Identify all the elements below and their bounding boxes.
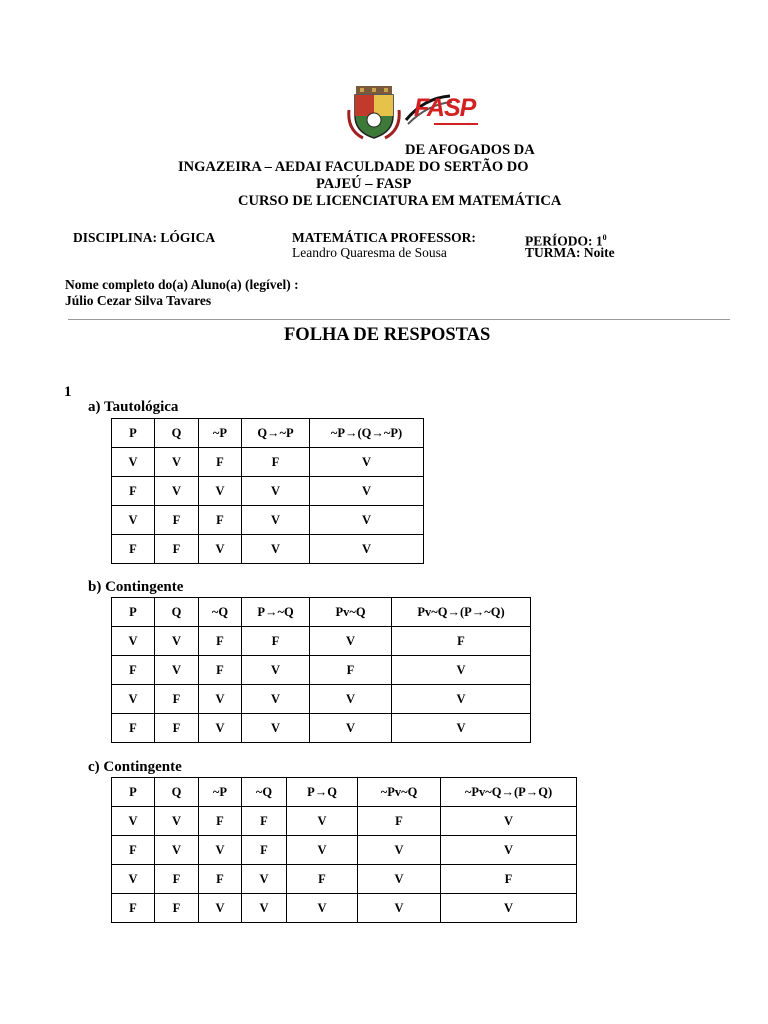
table-cell: V	[155, 807, 199, 836]
table-cell: V	[242, 685, 310, 714]
table-cell: V	[112, 865, 155, 894]
table-row	[112, 685, 531, 714]
table-cell: F	[155, 535, 199, 564]
table-header-cell: Q	[155, 778, 199, 807]
table-cell: F	[310, 656, 392, 685]
table-header-cell: Pv~Q	[310, 598, 392, 627]
table-cell: F	[155, 714, 199, 743]
table-cell: F	[392, 627, 531, 656]
table-cell: V	[287, 894, 358, 923]
table-cell: V	[155, 627, 199, 656]
table-cell: V	[358, 865, 441, 894]
table-header-cell: Pv~Q→(P→~Q)	[392, 598, 531, 627]
part-b-label: b) Contingente	[88, 579, 184, 595]
table-cell: V	[199, 685, 242, 714]
fasp-logo-text: FASP	[414, 94, 476, 122]
fasp-logo	[404, 94, 482, 128]
table-cell: F	[112, 714, 155, 743]
table-header-cell: P→~Q	[242, 598, 310, 627]
table-cell: V	[155, 656, 199, 685]
table-cell: V	[242, 865, 287, 894]
table-cell: F	[112, 836, 155, 865]
table-header-cell: ~P→(Q→~P)	[310, 419, 424, 448]
table-cell: F	[112, 656, 155, 685]
table-cell: V	[441, 894, 577, 923]
table-header-cell: P	[112, 598, 155, 627]
table-cell: V	[287, 836, 358, 865]
table-cell: V	[242, 656, 310, 685]
periodo-text: PERÍODO: 1	[525, 233, 603, 249]
table-cell: V	[310, 685, 392, 714]
header-line-1: DE AFOGADOS DA	[405, 142, 535, 158]
table-cell: F	[199, 865, 242, 894]
table-cell: V	[358, 836, 441, 865]
table-cell: V	[242, 714, 310, 743]
periodo-superscript: 0	[602, 233, 607, 242]
table-header-cell: ~Q	[199, 598, 242, 627]
table-cell: V	[155, 477, 199, 506]
municipal-coat-of-arms-logo	[347, 86, 401, 140]
table-header-row	[112, 778, 577, 807]
table-cell: V	[310, 535, 424, 564]
student-name-label: Nome completo do(a) Aluno(a) (legível) :	[65, 277, 299, 292]
table-cell: V	[392, 685, 531, 714]
table-cell: F	[155, 506, 199, 535]
table-cell: V	[199, 894, 242, 923]
table-cell: F	[358, 807, 441, 836]
table-cell: V	[199, 714, 242, 743]
table-row	[112, 477, 424, 506]
table-header-cell: ~Pv~Q→(P→Q)	[441, 778, 577, 807]
header-line-4: CURSO DE LICENCIATURA EM MATEMÁTICA	[238, 193, 562, 209]
horizontal-divider	[68, 319, 730, 320]
table-row	[112, 535, 424, 564]
table-cell: V	[112, 685, 155, 714]
table-cell: V	[242, 506, 310, 535]
table-row	[112, 865, 577, 894]
truth-table-c	[111, 777, 577, 923]
table-row	[112, 714, 531, 743]
table-header-cell: Q	[155, 598, 199, 627]
table-cell: F	[199, 448, 242, 477]
part-c-label: c) Contingente	[88, 759, 182, 775]
table-cell: F	[155, 865, 199, 894]
table-cell: V	[310, 506, 424, 535]
professor-name: Leandro Quaresma de Sousa	[292, 245, 447, 260]
table-cell: V	[242, 477, 310, 506]
table-cell: V	[392, 714, 531, 743]
table-header-cell: Q→~P	[242, 419, 310, 448]
table-cell: F	[199, 627, 242, 656]
table-header-cell: P	[112, 778, 155, 807]
table-cell: V	[441, 807, 577, 836]
table-cell: V	[199, 535, 242, 564]
table-row	[112, 448, 424, 477]
table-header-row	[112, 598, 531, 627]
table-cell: V	[199, 477, 242, 506]
question-number: 1	[64, 384, 72, 400]
header-line-3: PAJEÚ – FASP	[316, 176, 412, 192]
part-a-label: a) Tautológica	[88, 399, 179, 415]
table-cell: F	[287, 865, 358, 894]
table-row	[112, 807, 577, 836]
table-cell: F	[242, 448, 310, 477]
table-cell: F	[199, 656, 242, 685]
truth-table-a	[111, 418, 424, 564]
table-header-row	[112, 419, 424, 448]
table-header-cell: ~P	[199, 778, 242, 807]
turma-label: TURMA: Noite	[525, 245, 615, 260]
table-cell: V	[441, 836, 577, 865]
table-header-cell: ~Q	[242, 778, 287, 807]
table-header-cell: ~Pv~Q	[358, 778, 441, 807]
table-row	[112, 627, 531, 656]
professor-label: MATEMÁTICA PROFESSOR:	[292, 230, 476, 245]
table-cell: F	[112, 894, 155, 923]
table-cell: V	[310, 477, 424, 506]
table-cell: V	[310, 627, 392, 656]
table-row	[112, 656, 531, 685]
table-cell: F	[155, 894, 199, 923]
table-header-cell: Q	[155, 419, 199, 448]
truth-table-b	[111, 597, 531, 743]
header-line-2: INGAZEIRA – AEDAI FACULDADE DO SERTÃO DO	[178, 159, 529, 175]
table-cell: F	[242, 627, 310, 656]
table-header-cell: ~P	[199, 419, 242, 448]
table-cell: V	[199, 836, 242, 865]
table-cell: V	[155, 448, 199, 477]
student-name: Júlio Cezar Silva Tavares	[65, 293, 212, 308]
table-cell: V	[392, 656, 531, 685]
table-cell: F	[112, 535, 155, 564]
table-cell: F	[242, 836, 287, 865]
table-cell: V	[112, 506, 155, 535]
table-row	[112, 506, 424, 535]
table-cell: F	[199, 807, 242, 836]
table-cell: F	[112, 477, 155, 506]
table-cell: V	[242, 535, 310, 564]
table-header-cell: P→Q	[287, 778, 358, 807]
table-cell: V	[287, 807, 358, 836]
table-cell: V	[358, 894, 441, 923]
disciplina-label: DISCIPLINA: LÓGICA	[73, 230, 216, 245]
table-row	[112, 836, 577, 865]
table-cell: V	[155, 836, 199, 865]
table-header-cell: P	[112, 419, 155, 448]
table-cell: V	[112, 807, 155, 836]
page-title: FOLHA DE RESPOSTAS	[284, 325, 491, 345]
table-cell: V	[310, 448, 424, 477]
table-cell: V	[112, 448, 155, 477]
table-row	[112, 894, 577, 923]
table-cell: V	[310, 714, 392, 743]
table-cell: F	[155, 685, 199, 714]
table-cell: F	[441, 865, 577, 894]
table-cell: F	[242, 807, 287, 836]
table-cell: V	[242, 894, 287, 923]
table-cell: F	[199, 506, 242, 535]
table-cell: V	[112, 627, 155, 656]
